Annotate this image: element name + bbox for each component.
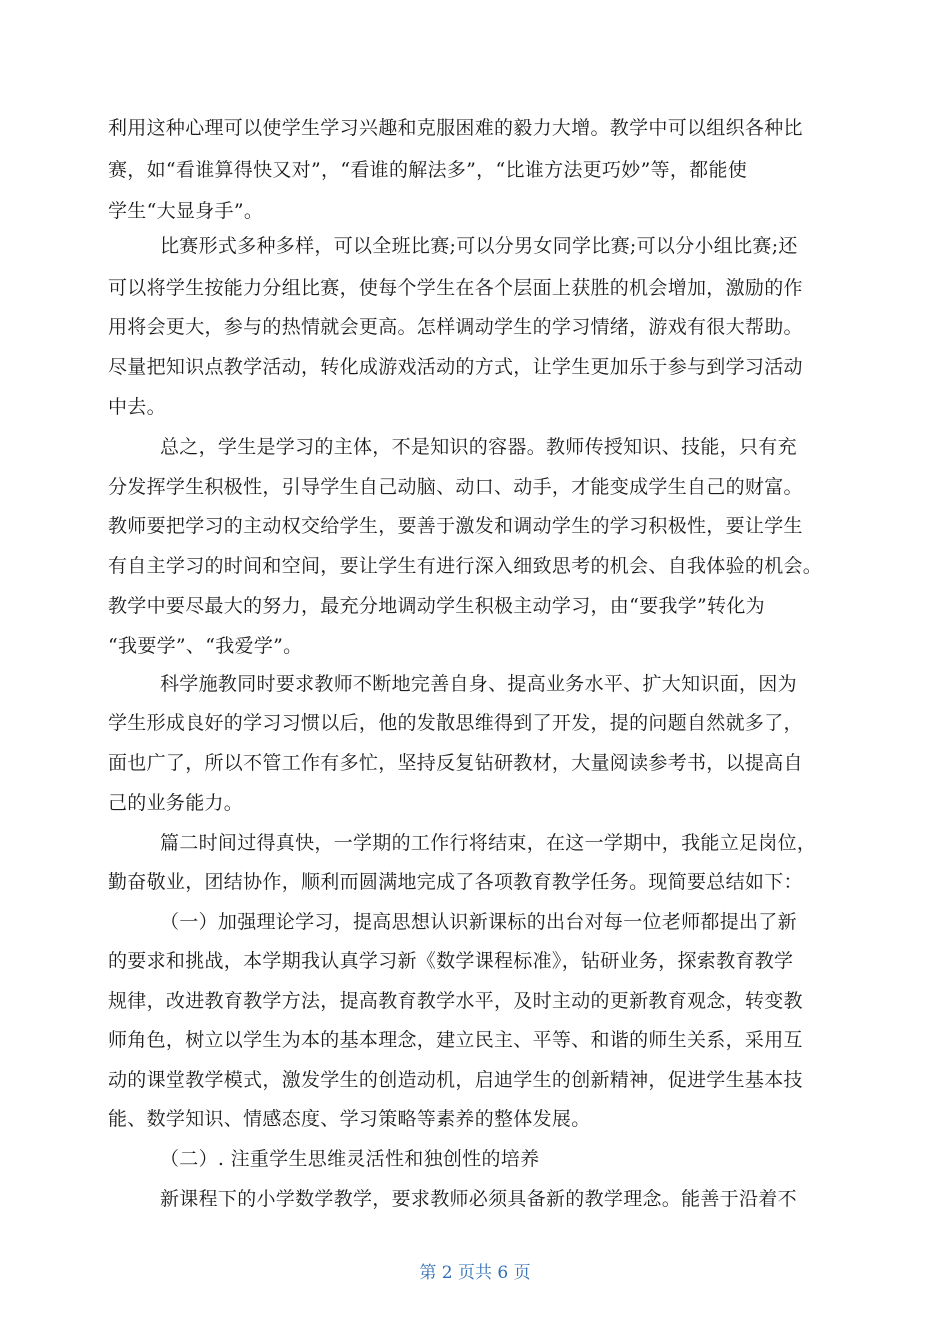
paragraph-first-line: 篇二时间过得真快，一学期的工作行将结束，在这一学期中，我能立足岗位，	[160, 832, 817, 854]
text-line: 用将会更大，参与的热情就会更高。怎样调动学生的学习情绪，游戏有很大帮助。	[108, 316, 803, 338]
paragraph-first-line: 科学施教同时要求教师不断地完善自身、提高业务水平、扩大知识面，因为	[160, 673, 797, 695]
text-line: 的要求和挑战，本学期我认真学习新《数学课程标准》，钻研业务，探索教育教学	[108, 950, 794, 972]
text-line: 中去。	[108, 396, 166, 418]
section-heading-1: （一）加强理论学习，提高思想认识新课标的出台对每一位老师都提出了新	[160, 911, 797, 933]
text-line: 勤奋敬业，团结协作，顺利而圆满地完成了各项教育教学任务。现简要总结如下：	[108, 871, 803, 893]
text-line: 赛，如“看谁算得快又对”，“看谁的解法多”，“比谁方法更巧妙”等，都能使	[108, 159, 748, 181]
section-heading-2: （二）. 注重学生思维灵活性和独创性的培养	[160, 1148, 540, 1170]
paragraph-first-line: 比赛形式多种多样，可以全班比赛;可以分男女同学比赛;可以分小组比赛;还	[160, 235, 798, 257]
text-line: 动的课堂教学模式，激发学生的创造动机，启迪学生的创新精神，促进学生基本技	[108, 1069, 803, 1091]
text-line: 可以将学生按能力分组比赛，使每个学生在各个层面上获胜的机会增加，激励的作	[108, 277, 803, 299]
text-line: 己的业务能力。	[108, 792, 244, 814]
text-line: 师角色，树立以学生为本的基本理念，建立民主、平等、和谐的师生关系，采用互	[108, 1029, 803, 1051]
text-line: 利用这种心理可以使学生学习兴趣和克服困难的毅力大增。教学中可以组织各种比	[108, 117, 803, 139]
text-line: 教学中要尽最大的努力，最充分地调动学生积极主动学习，由“要我学”转化为	[108, 595, 765, 617]
text-line: 分发挥学生积极性，引导学生自己动脑、动口、动手，才能变成学生自己的财富。	[108, 476, 803, 498]
page-number-footer: 第 2 页共 6 页	[419, 1263, 531, 1283]
text-line: 尽量把知识点教学活动，转化成游戏活动的方式，让学生更加乐于参与到学习活动	[108, 356, 803, 378]
text-line: 学生形成良好的学习习惯以后，他的发散思维得到了开发，提的问题自然就多了，	[108, 712, 803, 734]
text-line: 学生“大显身手”。	[108, 200, 264, 222]
text-line: 有自主学习的时间和空间，要让学生有进行深入细致思考的机会、自我体验的机会。	[108, 555, 823, 577]
text-line: 面也广了，所以不管工作有多忙，坚持反复钻研教材，大量阅读参考书，以提高自	[108, 752, 803, 774]
text-line: “我要学”、“我爱学”。	[108, 635, 303, 657]
paragraph-first-line: 总之，学生是学习的主体，不是知识的容器。教师传授知识、技能，只有充	[160, 436, 797, 458]
text-line: 教师要把学习的主动权交给学生，要善于激发和调动学生的学习积极性，要让学生	[108, 515, 803, 537]
text-line: 能、数学知识、情感态度、学习策略等素养的整体发展。	[108, 1108, 591, 1130]
text-line: 规律，改进教育教学方法，提高教育教学水平，及时主动的更新教育观念，转变教	[108, 990, 803, 1012]
paragraph-first-line: 新课程下的小学数学教学，要求教师必须具备新的教学理念。能善于沿着不	[160, 1188, 797, 1210]
